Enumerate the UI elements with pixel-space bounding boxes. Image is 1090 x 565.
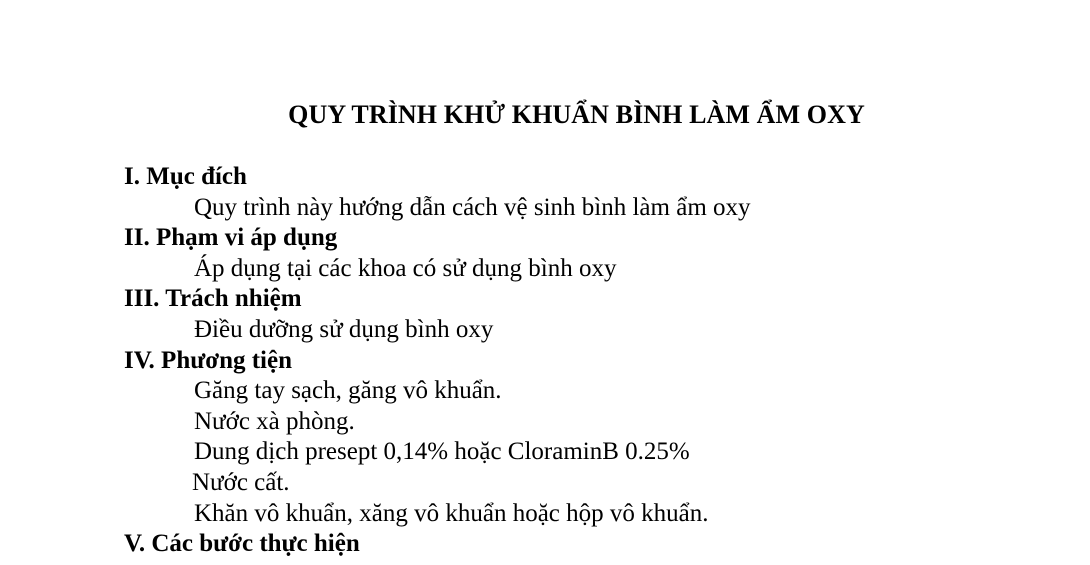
section-scope: [124, 223, 1064, 284]
equipment-item: Khăn vô khuẩn, xăng vô khuẩn hoặc hộp vô khuẩn.: [194, 499, 709, 527]
equipment-item: Nước xà phòng.: [194, 407, 355, 435]
section-heading-steps: V. Các bước thực hiện: [124, 530, 360, 558]
section-heading-purpose: I. Mục đích: [124, 163, 247, 190]
section-heading-scope: II. Phạm vi áp dụng: [124, 224, 338, 252]
equipment-item: Nước cất.: [192, 468, 290, 496]
section-equipment: [124, 346, 1064, 530]
section-text: Điều dưỡng sử dụng bình oxy: [194, 315, 494, 343]
section-text: Áp dụng tại các khoa có sử dụng bình oxy: [194, 254, 617, 282]
section-responsibility: [124, 284, 1064, 345]
section-steps: [124, 529, 1064, 560]
section-text: Quy trình này hướng dẫn cách vệ sinh bình làm ẩm oxy: [194, 193, 751, 221]
section-heading-equipment: IV. Phương tiện: [124, 346, 293, 374]
section-heading-responsibility: III. Trách nhiệm: [124, 285, 302, 313]
document-title: QUY TRÌNH KHỬ KHUẨN BÌNH LÀM ẨM OXY: [288, 100, 865, 129]
section-purpose: [124, 162, 1064, 223]
document-body: [124, 162, 1064, 560]
equipment-item: Găng tay sạch, găng vô khuẩn.: [194, 377, 502, 405]
equipment-item: Dung dịch presept 0,14% hoặc CloraminB 0.25%: [194, 438, 690, 466]
